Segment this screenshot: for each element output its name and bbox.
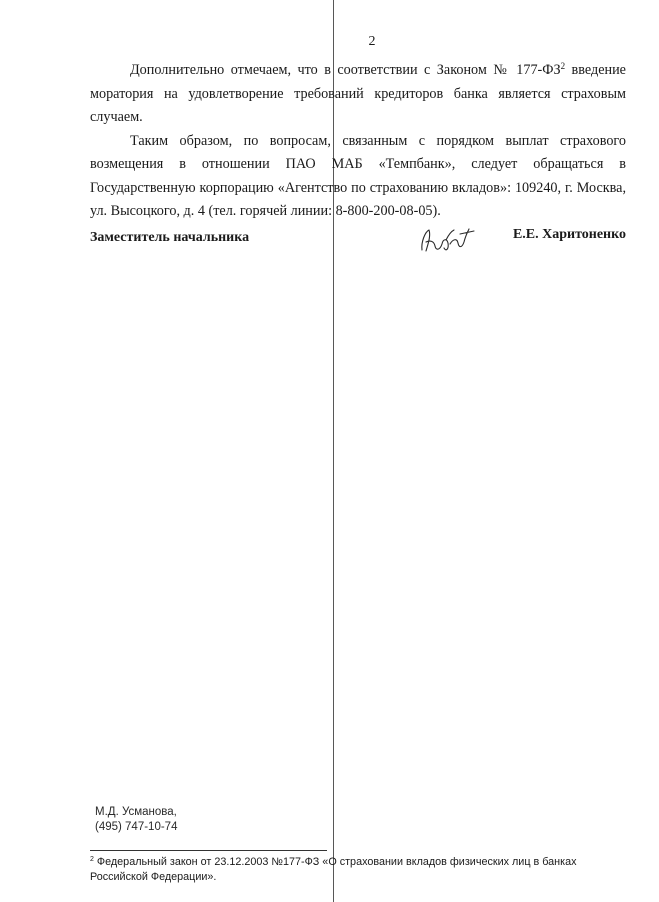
footnote-divider <box>90 850 327 851</box>
contact-name: М.Д. Усманова, <box>95 806 177 818</box>
footnote-text: Федеральный закон от 23.12.2003 №177-ФЗ «О страховании вкладов физических лиц в банках Российской Федерации». <box>90 856 577 883</box>
letter-body <box>90 59 626 224</box>
signatory-name: Е.Е. Харитоненко <box>512 227 626 242</box>
signatory-position: Заместитель начальника <box>90 230 250 245</box>
paragraph-contact-agency: Таким образом, по вопросам, связанным с порядком выплат страхового возмещения в отношении ПАО МАБ «Темпбанк», следует обращаться в Государственную корпорацию «Агентство по страхованию вкладов»: 109240, г. Москва, ул. Высоцкого, д. 4 (тел. горячей линии: 8-800-200-08-05). <box>90 132 626 219</box>
footnote <box>90 855 630 885</box>
footnote-reference: 2 <box>560 61 566 71</box>
contact-person <box>95 805 177 835</box>
footnote-mark: 2 <box>90 856 94 863</box>
contact-phone: (495) 747-10-74 <box>95 821 178 833</box>
paragraph-1-before: Дополнительно отмечаем, что в соответствии с Законом № 177-ФЗ <box>130 62 561 78</box>
signature-block <box>90 228 626 268</box>
handwritten-signature <box>416 224 476 258</box>
page-number: 2 <box>368 34 376 49</box>
paragraph-1-after: введение моратория на удовлетворение требований кредиторов банка является страховым случаем. <box>90 62 626 125</box>
paragraph-moratorium <box>90 59 626 130</box>
